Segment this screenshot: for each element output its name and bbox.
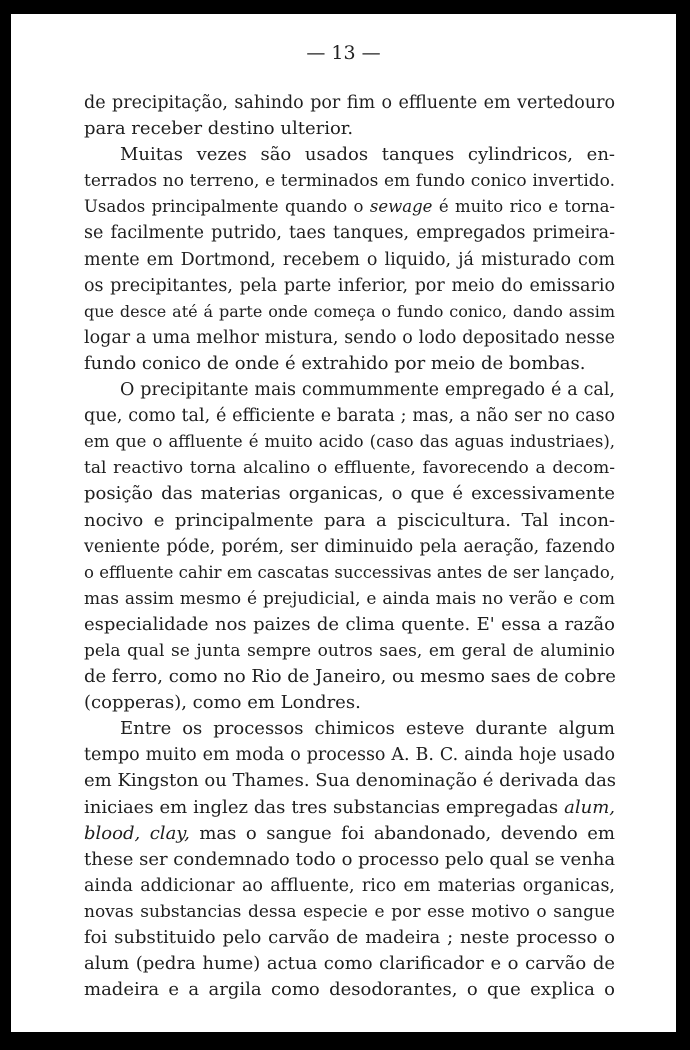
text-line: tempo muito em moda o processo A. B. C. ainda hoje usado — [84, 745, 615, 766]
text-line: (copperas), como em Londres. — [84, 692, 361, 714]
text-line — [84, 821, 615, 847]
text-line: de ferro, como no Rio de Janeiro, ou mesmo saes de cobre — [84, 666, 616, 688]
text-line: foi substituido pelo carvão de madeira ; neste processo o — [84, 927, 615, 948]
text-line: alum (pedra hume) actua como clarificador e o carvão de — [84, 953, 615, 975]
text-line: o effluente cahir em cascatas successivas antes de ser lançado, — [84, 562, 615, 582]
text-line: Muitas vezes são usados tanques cylindricos, en- — [120, 144, 615, 166]
text-line: se facilmente putrido, taes tanques, empregados primeira- — [84, 223, 615, 244]
text-line: these ser condemnado todo o processo pelo qual se venha — [84, 848, 616, 870]
text-line: em Kingston ou Thames. Sua denominação é derivada das — [84, 770, 617, 792]
text-line: mente em Dortmond, recebem o liquido, já misturado com — [84, 249, 615, 270]
text-line: mas assim mesmo é prejudicial, e ainda mais no verão e com — [84, 588, 615, 609]
text-line: especialidade nos paizes de clima quente. E' essa a razão — [84, 613, 615, 635]
text-line: nocivo e principalmente para a piscicultura. Tal incon- — [84, 509, 615, 531]
text-line: novas substancias dessa especie e por esse motivo o sangue — [84, 901, 615, 922]
text-segment: iniciaes em inglez das tres substancias empregadas — [84, 796, 565, 818]
text-segment: mas o sangue foi abandonado, devendo em — [189, 822, 615, 844]
text-line: madeira e a argila como desodorantes, o que explica o — [84, 979, 615, 1001]
text-line: que desce até á parte onde começa o fundo conico, dando assim — [84, 301, 615, 321]
text-line: ainda addicionar ao affluente, rico em materias organicas, — [84, 875, 615, 896]
text-segment: Usados principalmente quando o — [84, 197, 370, 217]
text-line: que, como tal, é efficiente e barata ; mas, a não ser no caso — [84, 406, 615, 427]
text-line: terrados no terreno, e terminados em fundo conico invertido. — [84, 171, 615, 192]
text-segment: é muito rico e torna- — [432, 197, 615, 217]
text-line: tal reactivo torna alcalino o effluente, favorecendo a decom- — [84, 458, 615, 479]
text-line: O precipitante mais commummente empregado é a cal, — [120, 380, 615, 401]
text-line: veniente póde, porém, ser diminuido pela aeração, fazendo — [84, 536, 615, 557]
text-line: de precipitação, sahindo por fim o effluente em vertedouro — [84, 93, 615, 113]
text-line: fundo conico de onde é extrahido por meio de bombas. — [84, 352, 586, 374]
text-line: posição das materias organicas, o que é excessivamente — [84, 483, 615, 505]
italic-term: alum, — [564, 796, 615, 818]
text-line — [84, 795, 615, 821]
text-line: logar a uma melhor mistura, sendo o lodo depositado nesse — [84, 327, 615, 348]
text-line: Entre os processos chimicos esteve durante algum — [120, 718, 615, 740]
italic-term: blood, clay, — [84, 822, 190, 844]
text-line: para receber destino ulterior. — [84, 118, 354, 140]
text-line — [84, 194, 615, 220]
italic-term: sewage — [369, 197, 433, 217]
body-text — [84, 90, 615, 1003]
text-line: pela qual se junta sempre outros saes, em geral de aluminio — [84, 640, 615, 661]
text-line: em que o affluente é muito acido (caso das aguas industriaes), — [84, 432, 615, 452]
text-line: os precipitantes, pela parte inferior, por meio do emissario — [84, 275, 615, 296]
page-number: — 13 — — [306, 42, 381, 64]
book-page — [11, 14, 676, 1032]
